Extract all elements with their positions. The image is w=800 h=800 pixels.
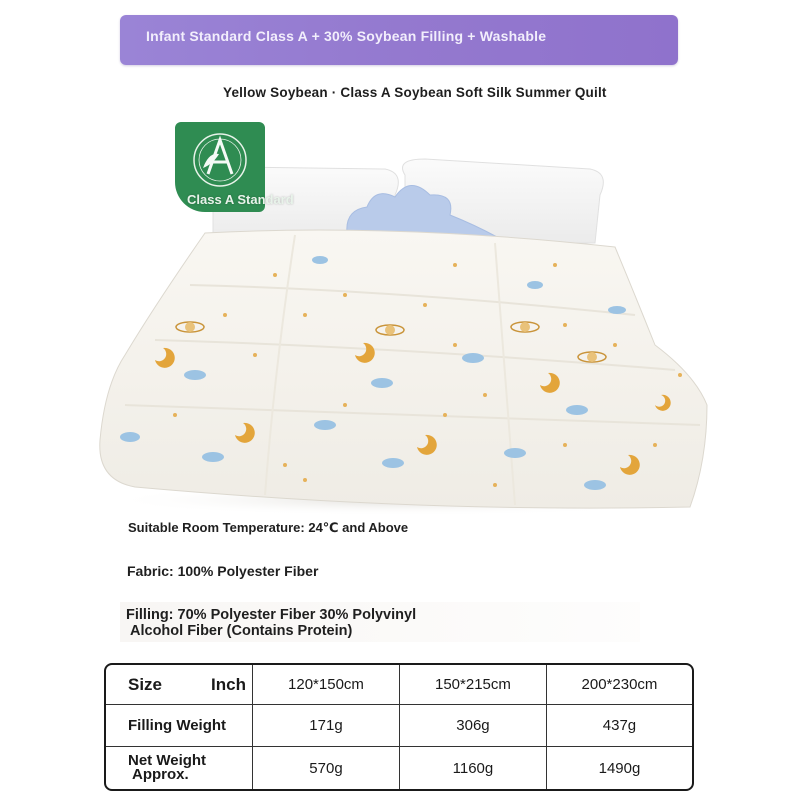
net-weight-label-line1: Net Weight (128, 752, 207, 769)
size-col-2: 150*215cm (400, 665, 547, 705)
class-a-label: Class A Standard (187, 192, 294, 207)
filling-weight-1: 171g (253, 705, 400, 747)
size-col-3: 200*230cm (547, 665, 692, 705)
size-header-cell (106, 665, 253, 705)
table-row (106, 747, 692, 789)
net-weight-label-line2: Approx. (132, 766, 189, 783)
fabric-spec: Fabric: 100% Polyester Fiber (127, 563, 319, 579)
table-row (106, 705, 692, 747)
top-banner (120, 15, 678, 65)
net-weight-3: 1490g (598, 759, 641, 777)
net-weight-1: 570g (253, 747, 400, 789)
filling-weight-label: Filling Weight (106, 705, 253, 747)
room-temperature-spec: Suitable Room Temperature: 24℃ and Above (128, 520, 409, 535)
size-table (104, 663, 694, 791)
banner-text: Infant Standard Class A + 30% Soybean Filling + Washable (146, 28, 547, 44)
filling-spec-line1: Filling: 70% Polyester Fiber 30% Polyvinyl (126, 607, 417, 623)
filling-spec (126, 607, 646, 639)
filling-spec-line2: Alcohol Fiber (Contains Protein) (130, 623, 353, 639)
size-header-label: Size (128, 674, 163, 694)
filling-weight-3: 437g (547, 705, 692, 747)
table-row (106, 665, 692, 705)
inch-header-label: Inch (211, 674, 246, 694)
net-weight-2: 1160g (400, 747, 547, 789)
filling-weight-2: 306g (400, 705, 547, 747)
product-subtitle: Yellow Soybean · Class A Soybean Soft Silk Summer Quilt (223, 85, 607, 100)
size-col-1: 120*150cm (253, 665, 400, 705)
net-weight-label (106, 747, 253, 789)
